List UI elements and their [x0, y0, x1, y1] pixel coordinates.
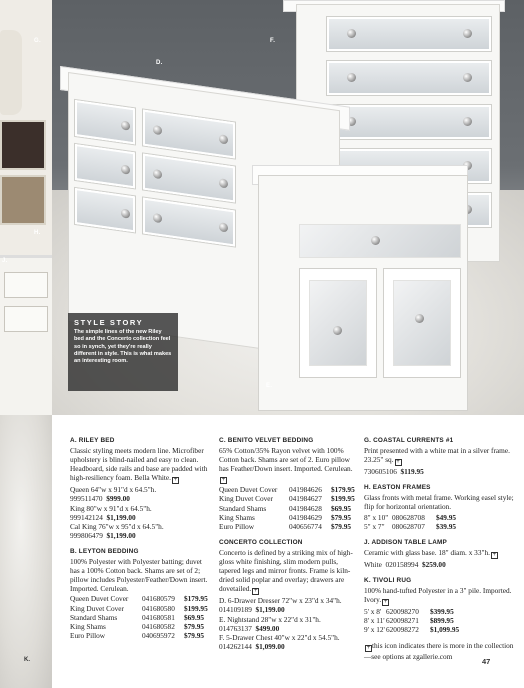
item-name: King Shams: [70, 621, 106, 631]
sku: 040695972: [142, 630, 175, 640]
drawer-knob: [121, 208, 130, 218]
sku: 041680580: [142, 603, 175, 613]
style-story-title: STYLE STORY: [74, 318, 144, 327]
column-1: [70, 436, 212, 647]
drawer-knob: [347, 73, 356, 82]
section-description: 65% Cotton/35% Rayon velvet with 100% Cotton back. Shams are set of 2. Euro pillow has Feather/Down insert. Imported. Cerulean.: [219, 446, 353, 474]
photo-frame: [0, 120, 46, 170]
sku: 041984629: [289, 512, 322, 522]
sku: 014262144: [219, 641, 252, 651]
section-description: 100% Polyester with Polyester batting; duvet has a 100% Cotton back. Shams are set of 2; pillow includes Polyester/Feather/Down insert. Imported. Cerulean.: [70, 557, 208, 594]
section-title: J. ADDISON TABLE LAMP: [364, 538, 448, 546]
price-row: [364, 616, 514, 625]
sku: 620098271: [386, 616, 419, 626]
label-j: J.: [2, 258, 8, 264]
price: $199.95: [331, 494, 355, 504]
price: $79.95: [184, 621, 205, 631]
sku: 999511470: [70, 494, 103, 504]
drawer-knob: [347, 29, 356, 38]
drawer-knob: [121, 120, 130, 130]
nightstand: [258, 175, 468, 411]
sku: 014109189: [219, 605, 252, 615]
drawer-knob: [463, 73, 472, 82]
rug-strip: [0, 415, 52, 688]
section-leyton-bedding: [70, 547, 212, 640]
price: $199.95: [184, 603, 208, 613]
column-2: [219, 436, 359, 658]
price: $49.95: [436, 512, 457, 522]
price: $1,099.95: [430, 625, 460, 635]
drawer-knob: [153, 213, 162, 223]
spec-line: Cal King 76"w x 95"d x 64.5"h.: [70, 521, 164, 531]
price: $79.95: [331, 512, 352, 522]
section-tivoli-rug: [364, 576, 514, 634]
price: $79.95: [184, 630, 205, 640]
price: $179.95: [331, 485, 355, 495]
style-story-box: [68, 313, 178, 391]
price-row: [70, 631, 212, 640]
price-row: [364, 625, 514, 634]
item-size: 8" x 10": [364, 512, 389, 522]
door-knob: [415, 314, 424, 323]
section-riley-bed: [70, 436, 212, 540]
item-size: 5" x 7": [364, 521, 385, 531]
price-row: [219, 522, 359, 531]
price: $1,199.00: [106, 530, 136, 540]
sku: 020158994: [385, 559, 419, 569]
price-row: [219, 485, 359, 494]
plus-icon: +: [366, 645, 371, 652]
sku: 041984627: [289, 494, 322, 504]
price: $119.95: [400, 467, 424, 477]
section-title: G. COASTAL CURRENTS #1: [364, 437, 454, 444]
section-title: B. LEYTON BEDDING: [70, 547, 139, 555]
drawer-knob: [219, 134, 228, 144]
spec-line: E. Nightstand 28"w x 22"d x 31"h.: [219, 614, 321, 624]
spec-line: King 80"w x 91"d x 64.5"h.: [70, 503, 152, 513]
section-description: Classic styling meets modern line. Microfiber upholstery is blind-nailed and easy to clean. Headboard, side rails and base are padded with high-resiliency foam. Bella White.: [70, 446, 208, 483]
price-row: [364, 607, 514, 616]
price-row: [70, 622, 212, 631]
price: $1,099.00: [255, 641, 285, 651]
item-name: Queen Duvet Cover: [219, 485, 278, 495]
sku: 040656774: [289, 521, 322, 531]
price: $69.95: [331, 503, 352, 513]
price: $259.00: [422, 559, 446, 569]
item-name: Queen Duvet Cover: [70, 594, 129, 604]
drawer-knob: [121, 164, 130, 174]
sku: 014763137: [219, 623, 252, 633]
legend-text: this icon indicates there is more in the collection—see options at zgallerie.com: [364, 641, 514, 662]
sku: 620098272: [386, 625, 419, 635]
price-row: [364, 513, 514, 522]
section-title: CONCERTO COLLECTION: [219, 538, 303, 546]
side-table: [0, 255, 52, 415]
column-3: [364, 436, 514, 662]
sku: 041680582: [142, 621, 175, 631]
label-g: G.: [34, 38, 41, 44]
price-row: [70, 604, 212, 613]
item-name: King Duvet Cover: [70, 603, 124, 613]
photo-frame: [0, 175, 46, 225]
sku: 999142124: [70, 512, 103, 522]
sku: 041984628: [289, 503, 322, 513]
item-name: King Shams: [219, 512, 255, 522]
section-description: Ceramic with glass base. 18" diam. x 33"h.: [364, 547, 490, 557]
price-row: [219, 494, 359, 503]
spec-line: D. 6-Drawer Dresser 72"w x 23"d x 34"h.: [219, 596, 342, 606]
drawer-knob: [463, 117, 472, 126]
item-size: 9' x 12': [364, 625, 385, 635]
price: $1,199.00: [255, 605, 285, 615]
price-row: [219, 504, 359, 513]
price: $499.00: [255, 623, 280, 633]
spec-line: F. 5-Drawer Chest 40"w x 22"d x 54.5"h.: [219, 632, 340, 642]
sku: 041984626: [289, 485, 322, 495]
item-name: Standard Shams: [70, 612, 118, 622]
sku: 041680581: [142, 612, 175, 622]
drawer-knob: [219, 222, 228, 232]
item-size: 5' x 8': [364, 607, 382, 617]
label-k: K.: [24, 657, 30, 663]
sku: 080628708: [392, 512, 425, 522]
drawer-knob: [371, 236, 380, 245]
sku: 041680579: [142, 594, 175, 604]
door-knob: [333, 326, 342, 335]
plus-icon: +: [492, 551, 497, 558]
section-title: H. EASTON FRAMES: [364, 484, 431, 492]
item-name: Euro Pillow: [70, 630, 106, 640]
price-row: [364, 522, 514, 531]
section-easton-frames: [364, 483, 514, 530]
price: $79.95: [331, 521, 352, 531]
section-concerto-collection: [219, 538, 359, 651]
section-description: Glass fronts with metal frame. Working easel style; flip for horizontal orientation.: [364, 493, 514, 512]
price: $179.95: [184, 594, 208, 604]
nightstand-drawer: [299, 224, 461, 258]
label-h: H.: [34, 230, 41, 236]
item-name: Euro Pillow: [219, 521, 255, 531]
section-description: Concerto is defined by a striking mix of high-gloss white finishing, slim modern pulls, tapered legs and mirror fronts. Frame is kiln-dried solid poplar and overlay; drawers are dovetailed.: [219, 547, 353, 594]
price: $999.00: [106, 494, 130, 504]
section-benito-bedding: [219, 436, 359, 531]
section-title: C. BENITO VELVET BEDDING: [219, 437, 314, 444]
label-e: E.: [266, 383, 273, 389]
section-addison-lamp: [364, 538, 514, 569]
sku: 080628707: [392, 521, 425, 531]
item-size: 8' x 11': [364, 616, 385, 626]
side-table-drawer: [4, 306, 48, 332]
item-name: Standard Shams: [219, 503, 267, 513]
item-variant: White: [364, 559, 382, 569]
spec-line: Queen 64"w x 91"d x 64.5"h.: [70, 485, 157, 495]
section-title: K. TIVOLI RUG: [364, 576, 412, 584]
sku: 730605106: [364, 467, 397, 477]
page-number: 47: [482, 657, 491, 666]
section-title: A. RILEY BED: [70, 437, 115, 444]
price: $899.95: [430, 616, 454, 626]
plus-icon: +: [253, 588, 258, 595]
plus-icon-legend: [364, 641, 514, 661]
label-d: D.: [156, 60, 163, 66]
price-row: [219, 513, 359, 522]
side-table-drawer: [4, 272, 48, 298]
plus-icon: +: [173, 477, 178, 484]
section-description: Print presented with a white mat in a silver frame. 23.25" sq.: [364, 446, 510, 465]
drawer-knob: [153, 125, 162, 135]
sku: 999806479: [70, 530, 103, 540]
price: $1,199.00: [106, 512, 136, 522]
price: $39.95: [436, 521, 457, 531]
mirror-panel: [393, 280, 451, 366]
style-story-text: The simple lines of the new Riley bed and the Concerto collection feel so in synch, yet they're really different in style. This is what makes an interesting room.: [74, 329, 172, 365]
table-lamp: [0, 30, 22, 115]
drawer-knob: [153, 169, 162, 179]
plus-icon: +: [383, 599, 388, 606]
section-coastal-currents: [364, 436, 514, 476]
drawer-knob: [463, 29, 472, 38]
price: $399.95: [430, 607, 454, 617]
price-row: [70, 594, 212, 603]
sku: 620098270: [386, 607, 419, 617]
price-row: [70, 613, 212, 622]
item-name: King Duvet Cover: [219, 494, 273, 504]
mirror-panel: [309, 280, 367, 366]
plus-icon: +: [396, 459, 400, 466]
plus-icon: +: [221, 477, 226, 484]
label-f: F.: [270, 38, 276, 44]
drawer-knob: [219, 178, 228, 188]
price: $69.95: [184, 612, 205, 622]
section-description: 100% hand-tufted Polyester in a 3" pile. Imported. Ivory.: [364, 586, 512, 605]
